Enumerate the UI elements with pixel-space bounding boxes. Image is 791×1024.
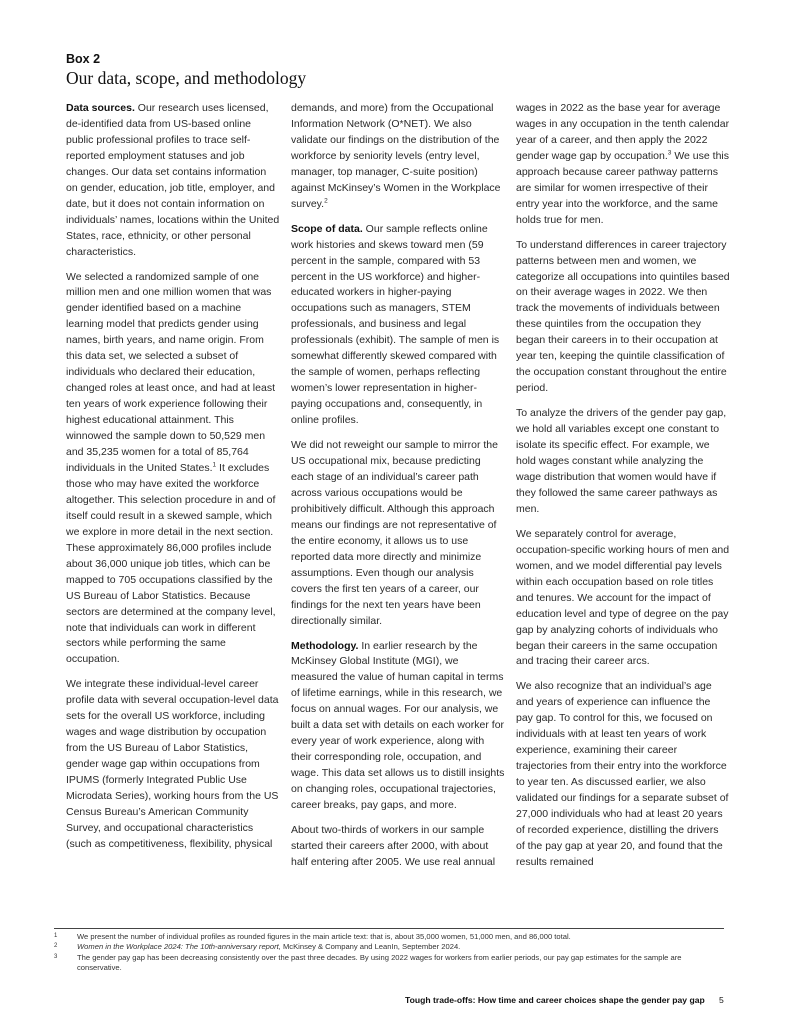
paragraph-text: demands, and more) from the Occupational Information Network (O*NET). We also validate our findings on the distribution of the workforce by seniority levels (entry level, manager, top manager, C-suite position) against McKinsey’s Women in the Workplace survey. [291, 102, 501, 210]
footnote-divider [54, 928, 724, 929]
footnote-1 [54, 932, 724, 942]
footnote-ref[interactable]: 2 [324, 197, 328, 205]
paragraph: We integrate these individual-level career profile data with several occupation-level data sets for the overall US workforce, including wages and wage distribution by occupation from the US Bureau of Labor Statistics, gender wage gap within occupations from IPUMS (formerly Integrated Public Use Microdata Series), working hours from the US Census Bureau’s American Community Survey, and occupational characteristics (such as competitiveness, flexibility, physical [66, 678, 279, 850]
paragraph-text: Our research uses licensed, de-identified data from US-based online public professional profiles to trace self-reported employment statuses and job changes. Our data set contains information on gender, education, job title, employer, and date, but it does not contain information on individuals’ names, locations within the United States, race, ethnicity, or other personal characteristics. [66, 102, 280, 258]
paragraph-text: Our sample reflects online work histories and skews toward men (59 percent in the sample, compared with 53 percent in the US workforce) and higher-educated workers in higher-paying occupations such as managers, STEM professionals, and business and legal professionals (exhibit). The sample of men is somewhat differently skewed compared with the sample of women, perhaps reflecting women’s lower representation in higher-paying occupations and, consequently, in online profiles. [291, 222, 500, 427]
paragraph: We also recognize that an individual’s age and years of experience can influence the pay gap. To control for this, we focused on individuals with at least ten years of work experience, examining their career trajectories from their entry into the workforce to year ten. As discussed earlier, we also validated our findings for a separate subset of 27,000 individuals who had at least 20 years of recorded experience, distilling the drivers of the pay gap at year 20, and found that the results remained [516, 680, 729, 868]
paragraph [66, 101, 280, 261]
paragraph: We separately control for average, occupation-specific working hours of men and women, and we model differential pay levels within each occupation based on role titles and tenures. We account for the impact of education level and type of degree on the pay gap by analyzing cohorts of individuals who began their careers in the same occupation and tracing their career arcs. [516, 527, 730, 668]
footnote-text: The gender pay gap has been decreasing consistently over the past three decades. By using 2022 wages for workers from earlier periods, our pay gap estimates for the sample are conservative. [77, 952, 682, 973]
paragraph-text: We selected a randomized sample of one million men and one million women that was gender identified based on a machine learning model that predicts gender using names, birth years, and name origin. From this data set, we selected a subset of individuals who declared their education, changed roles at least once, and had at least ten years of work experience following their highest educational attainment. This winnowed the sample down to 50,529 men and 35,235 women for a total of 85,764 individuals in the United States. [66, 270, 275, 474]
footnote-ref[interactable]: 1 [212, 461, 217, 469]
paragraph-heading: Methodology. [291, 639, 359, 652]
footnote-number: 2 [54, 943, 58, 950]
paragraph-heading: Data sources. [66, 102, 135, 114]
paragraph [516, 101, 730, 229]
page-number: 5 [719, 995, 724, 1005]
paragraph [291, 639, 505, 814]
text-column-3 [516, 101, 730, 880]
paragraph: We did not reweight our sample to mirror the US occupational mix, because predicting each stage of an individual’s career path across various occupations would be prohibitively difficult. Although this approach means our findings are not representative of the entire economy, it allows us to use reported data more directly and minimize assumptions. Even though our analysis covers the first ten years of a career, our findings for the next ten years have been directionally similar. [291, 439, 498, 627]
running-footer-title: Tough trade-offs: How time and career choices shape the gender pay gap [405, 995, 705, 1005]
footnote-text: We present the number of individual profiles as rounded figures in the main article text: that is, about 35,000 women, 51,000 men, and 86,000 total. [77, 932, 571, 941]
footnote-report-title: Women in the Workplace 2024: The 10th-anniversary report, [77, 942, 281, 952]
footnote-text: McKinsey & Company and LeanIn, September 2024. [280, 942, 461, 952]
paragraph [66, 270, 280, 669]
paragraph: About two-thirds of workers in our sample started their careers after 2000, with about half entering after 2005. We use real annual [291, 823, 496, 868]
box-title: Our data, scope, and methodology [66, 68, 307, 88]
paragraph [291, 222, 505, 429]
box-label: Box 2 [66, 52, 101, 66]
text-column-2 [291, 101, 505, 880]
footnote-number: 3 [54, 953, 58, 960]
paragraph-text: It excludes those who may have exited the workforce altogether. This selection procedure in and of itself could result in a skewed sample, which we explore in more detail in the next section. These approximately 86,000 profiles include about 36,000 unique job titles, which can be mapped to 705 occupations classified by the US Bureau of Labor Statistics. Because sectors are determined at the company level, note that individuals can work in different sectors while performing the same occupation. [66, 461, 276, 666]
footnote-number: 1 [54, 933, 58, 939]
paragraph: To analyze the drivers of the gender pay gap, we hold all variables except one constant to isolate its specific effect. For example, we hold wages constant while analyzing the wage distribution that women would have if they followed the same career pathways as men. [516, 407, 727, 515]
footnotes [54, 932, 724, 974]
footnote-3 [54, 953, 724, 974]
paragraph-text: wages in 2022 as the base year for average wages in any occupation in the tenth calendar year of a career, and then apply the 2022 gender wage gap by occupation. [516, 102, 730, 162]
text-column-1 [66, 101, 280, 862]
paragraph-text: In earlier research by the McKinsey Global Institute (MGI), we measured the value of human capital in terms of lifetime earnings, while in this research, we focus on annual wages. For our analysis, we built a data set with details on each worker for every year of work experience, along with their corresponding role, occupation, and wage. This data set allows us to distill insights on changing roles, occupational trajectories, career breaks, pay gaps, and more. [291, 639, 505, 812]
footnote-ref[interactable]: 3 [667, 149, 672, 157]
paragraph [291, 101, 505, 213]
paragraph: To understand differences in career trajectory patterns between men and women, we categorize all occupations into quintiles based on their average wages in 2022. We then track the movements of individuals between these quintiles from the occupation they began their careers in to their occupation at year ten, keeping the quintile classification of the occupation constant throughout the entire period. [516, 238, 730, 395]
footnote-2 [54, 942, 724, 952]
paragraph-text: We use this approach because career pathway patterns are similar for women irrespective of their entry year into the workforce, and the same holds true for men. [516, 149, 729, 226]
paragraph-heading: Scope of data. [291, 222, 363, 235]
